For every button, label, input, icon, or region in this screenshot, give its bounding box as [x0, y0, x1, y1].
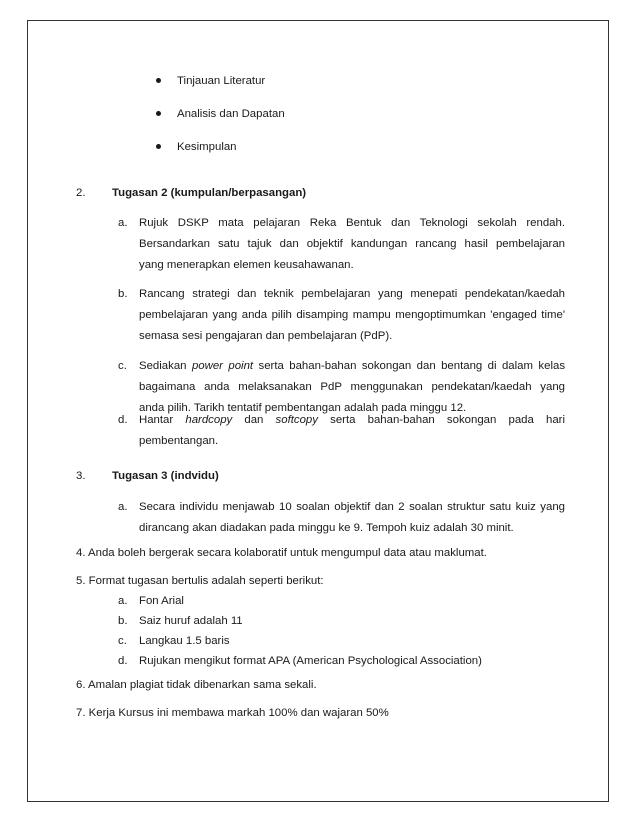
task2-item-a-line: Bersandarkan satu tajuk dan objektif kandungan rancang hasil pembelajaran — [139, 238, 565, 250]
task2-item-c-line: anda pilih. Tarikh tentatif pembentangan adalah pada minggu 12. — [139, 402, 467, 414]
bullet-dot-icon — [156, 78, 161, 83]
emphasis-text: hardcopy — [185, 414, 233, 426]
text: sokongan — [446, 414, 497, 426]
task2-number: 2. — [76, 187, 86, 199]
task2-item-d-marker: d. — [118, 414, 128, 426]
point-4: 4. Anda boleh bergerak secara kolaboratif untuk mengumpul data atau maklumat. — [76, 547, 487, 559]
text: Hantar — [139, 414, 174, 426]
bullet-item: Kesimpulan — [177, 141, 237, 153]
point-5: 5. Format tugasan bertulis adalah seperti berikut: — [76, 575, 324, 587]
task2-title: Tugasan 2 (kumpulan/berpasangan) — [112, 187, 307, 199]
emphasis-text: power point — [191, 360, 254, 372]
task3-number: 3. — [76, 470, 86, 482]
task2-item-c-line: bagaimana anda melaksanakan PdP menggunakan pendekatan/kaedah yang — [139, 381, 565, 393]
task2-item-a-line: Rujuk DSKP mata pelajaran Reka Bentuk dan Teknologi sekolah rendah. — [139, 217, 565, 229]
bullet-dot-icon — [156, 111, 161, 116]
point5-item-d-marker: d. — [118, 655, 128, 667]
point5-item-c: Langkau 1.5 baris — [139, 635, 230, 647]
text: hari — [545, 414, 565, 426]
task2-item-b-marker: b. — [118, 288, 128, 300]
task2-item-a-line: yang menerapkan elemen keusahawanan. — [139, 259, 354, 271]
task2-item-d-line — [139, 413, 565, 427]
point5-item-a: Fon Arial — [139, 595, 184, 607]
task2-item-b-line: Rancang strategi dan teknik pembelajaran yang menepati pendekatan/kaedah — [139, 288, 565, 300]
text: dan — [244, 414, 264, 426]
text: bahan-bahan — [367, 414, 435, 426]
task2-item-c-line — [139, 359, 565, 373]
task2-item-b-line: pembelajaran yang anda pilih disamping mampu mengoptimumkan 'engaged time' — [139, 309, 565, 321]
point5-item-c-marker: c. — [118, 635, 127, 647]
task2-item-a-marker: a. — [118, 217, 128, 229]
task3-item-a-line: Secara individu menjawab 10 soalan objektif dan 2 soalan struktur satu kuiz yang — [139, 501, 565, 513]
text: Sediakan — [139, 360, 192, 372]
task2-item-c-marker: c. — [118, 360, 127, 372]
point5-item-d: Rujukan mengikut format APA (American Psychological Association) — [139, 655, 482, 667]
bullet-dot-icon — [156, 144, 161, 149]
task2-item-b-line: semasa sesi pengajaran dan pembelajaran (PdP). — [139, 330, 393, 342]
text: pada — [508, 414, 534, 426]
task3-title: Tugasan 3 (indvidu) — [112, 470, 219, 482]
point5-item-b: Saiz huruf adalah 11 — [139, 615, 243, 627]
bullet-item: Analisis dan Dapatan — [177, 108, 285, 120]
point-7: 7. Kerja Kursus ini membawa markah 100% dan wajaran 50% — [76, 707, 389, 719]
text: serta — [330, 414, 356, 426]
emphasis-text: softcopy — [275, 414, 318, 426]
text: serta bahan-bahan sokongan dan bentang di dalam kelas — [253, 360, 566, 372]
task3-item-a-marker: a. — [118, 501, 128, 513]
bullet-item: Tinjauan Literatur — [177, 75, 266, 87]
task2-item-d-line: pembentangan. — [139, 435, 219, 447]
point5-item-a-marker: a. — [118, 595, 128, 607]
point5-item-b-marker: b. — [118, 615, 128, 627]
point-6: 6. Amalan plagiat tidak dibenarkan sama sekali. — [76, 679, 317, 691]
task3-item-a-line: dirancang akan diadakan pada minggu ke 9. Tempoh kuiz adalah 30 minit. — [139, 522, 514, 534]
